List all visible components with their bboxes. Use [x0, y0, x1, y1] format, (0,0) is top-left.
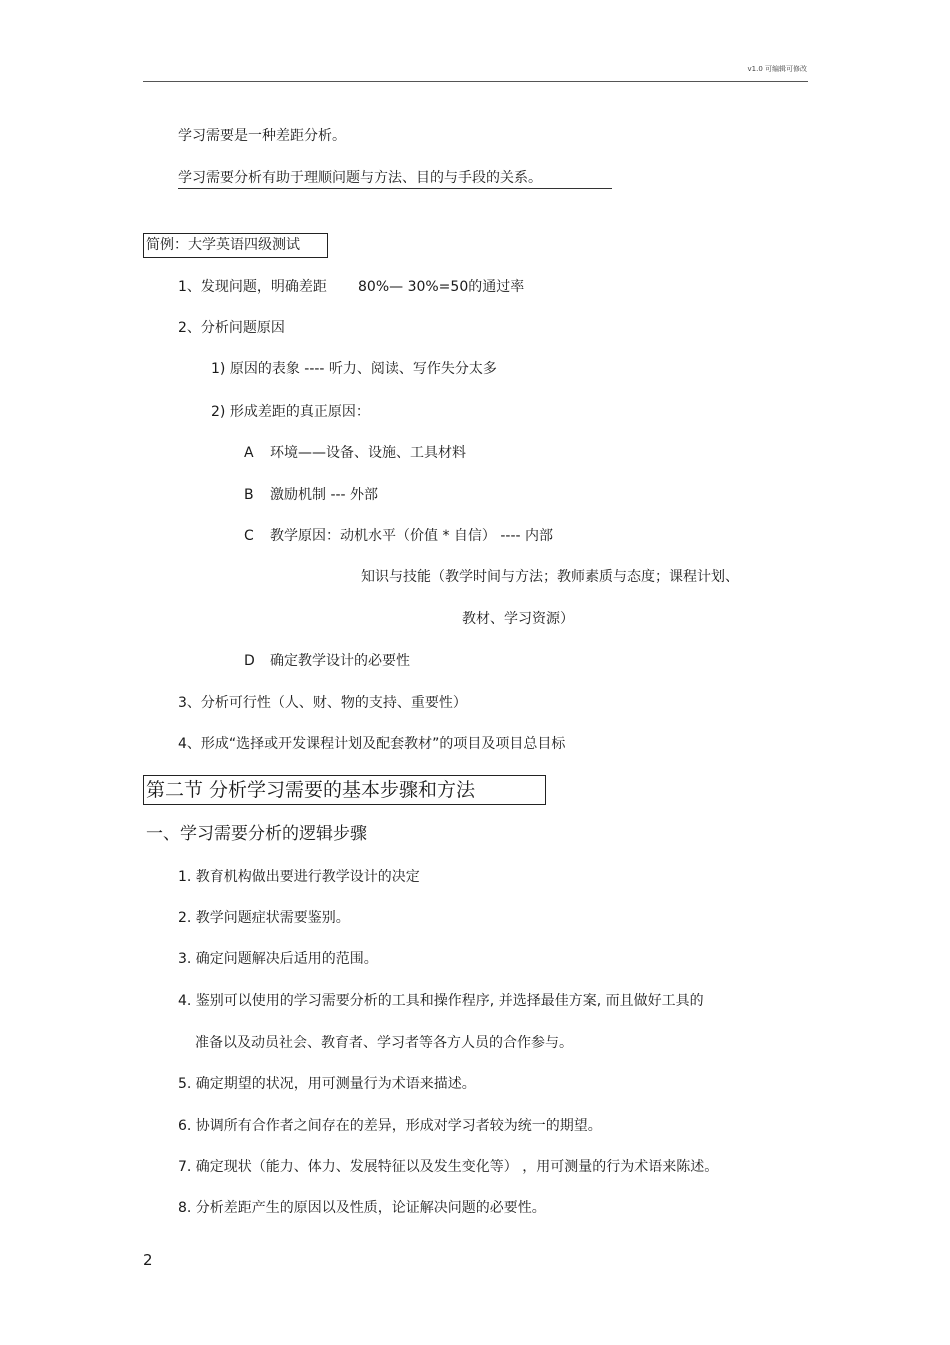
step-item-4-continuation: 准备以及动员社会、教育者、学习者等各方人员的合作参与。 — [195, 1035, 573, 1051]
example-title: 简例：大学英语四级测试 — [146, 237, 300, 253]
section-title: 第二节 分析学习需要的基本步骤和方法 — [146, 779, 476, 801]
step-item-2: 2. 教学问题症状需要鉴别。 — [178, 910, 350, 926]
step-item-4: 4. 鉴别可以使用的学习需要分析的工具和操作程序, 并选择最佳方案, 而且做好工具的 — [178, 993, 704, 1009]
step-item-3: 3. 确定问题解决后适用的范围。 — [178, 951, 378, 967]
cause-1-text: 1) 原因的表象 ---- 听力、阅读、写作失分太多 — [211, 361, 497, 377]
step-4-text: 4、形成“选择或开发课程计划及配套教材”的项目及项目总目标 — [178, 736, 566, 752]
item-c-continuation-2: 教材、学习资源） — [462, 611, 574, 627]
step-item-7: 7. 确定现状（能力、体力、发展特征以及发生变化等） ，用可测量的行为术语来陈述。 — [178, 1159, 719, 1175]
version-label: v1.0 可编辑可修改 — [747, 65, 807, 73]
item-d-text: 确定教学设计的必要性 — [270, 653, 410, 669]
item-a-letter: A — [244, 445, 254, 461]
step-item-6: 6. 协调所有合作者之间存在的差异，形成对学习者较为统一的期望。 — [178, 1118, 602, 1134]
header-rule — [143, 81, 808, 82]
item-b-letter: B — [244, 487, 254, 503]
item-c-continuation-1: 知识与技能（教学时间与方法；教师素质与态度；课程计划、 — [361, 569, 739, 585]
step-3-text: 3、分析可行性（人、财、物的支持、重要性） — [178, 695, 467, 711]
section-subtitle: 一、学习需要分析的逻辑步骤 — [146, 824, 367, 844]
item-c-text: 教学原因：动机水平（价值 * 自信） ---- 内部 — [270, 528, 554, 544]
step-item-5: 5. 确定期望的状况，用可测量行为术语来描述。 — [178, 1076, 476, 1092]
item-a-text: 环境——设备、设施、工具材料 — [270, 445, 466, 461]
page-number: 2 — [143, 1251, 153, 1269]
item-b-text: 激励机制 --- 外部 — [270, 487, 379, 503]
intro-line-2: 学习需要分析有助于理顺问题与方法、目的与手段的关系。 — [178, 171, 612, 189]
step-1-text: 1、发现问题，明确差距 — [178, 279, 327, 295]
step-item-1: 1. 教育机构做出要进行教学设计的决定 — [178, 869, 420, 885]
intro-line-1: 学习需要是一种差距分析。 — [178, 128, 346, 144]
step-1-value: 80%— 30%=50的通过率 — [358, 279, 525, 295]
item-c-letter: C — [244, 528, 254, 544]
cause-2-text: 2) 形成差距的真正原因： — [211, 404, 370, 420]
step-2-text: 2、分析问题原因 — [178, 320, 285, 336]
item-d-letter: D — [244, 653, 255, 669]
step-item-8: 8. 分析差距产生的原因以及性质，论证解决问题的必要性。 — [178, 1200, 546, 1216]
